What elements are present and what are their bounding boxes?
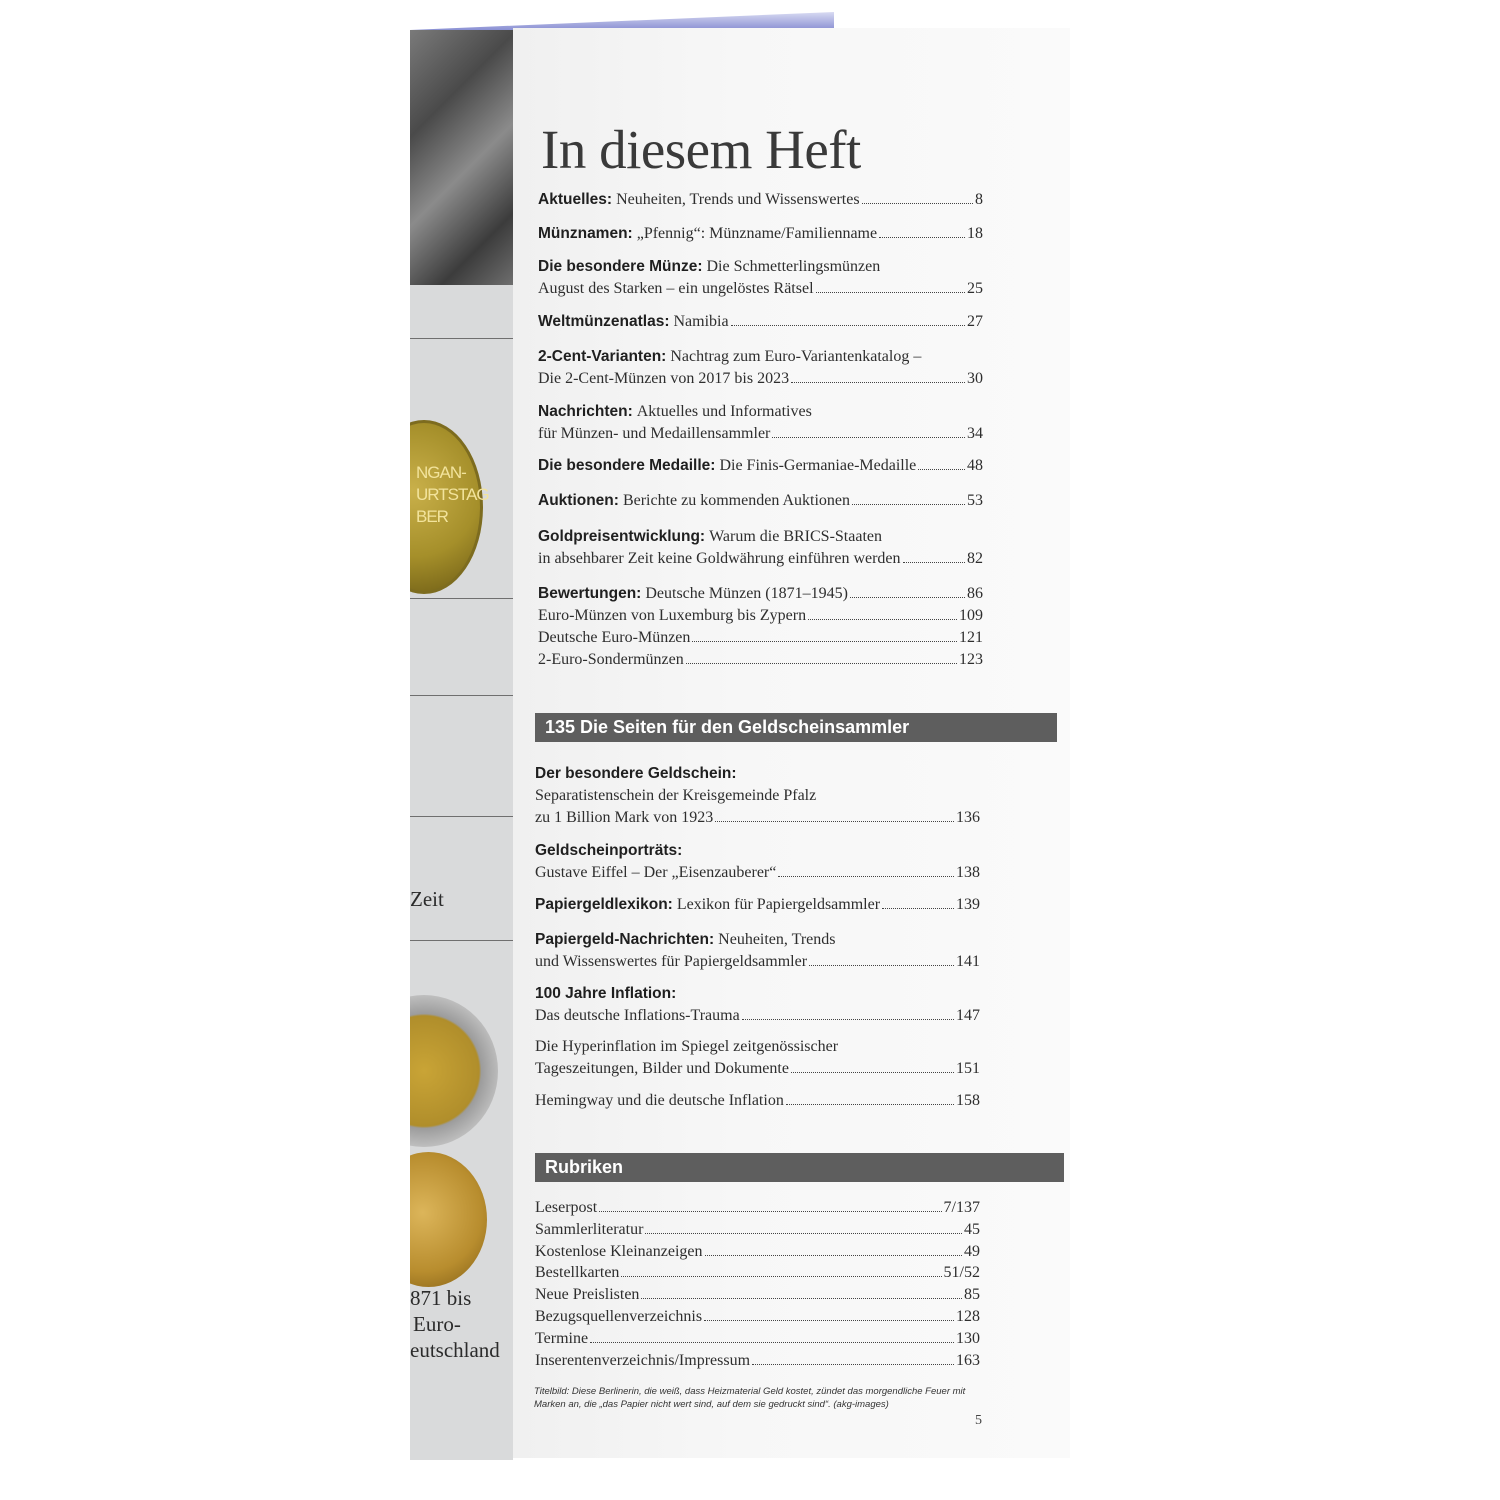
page-number-ref: 53 <box>967 492 983 509</box>
entry-label: Die besondere Münze: <box>538 258 703 275</box>
entry-label: Die besondere Medaille: <box>538 457 716 474</box>
entry-label: Weltmünzenatlas: <box>538 313 670 330</box>
entry-text: Bestellkarten <box>535 1264 620 1282</box>
entry-text: und Wissenswertes für Papiergeldsammler <box>535 953 808 970</box>
entry-label: Bewertungen: <box>538 585 642 602</box>
entry-text: Deutsche Münzen (1871–1945) <box>645 585 848 602</box>
entry-text: Die Schmetterlingsmünzen <box>706 258 881 275</box>
euro-coin-image <box>410 995 498 1147</box>
toc-entry <box>538 189 983 211</box>
toc-entry <box>535 840 980 884</box>
toc-entry <box>538 256 983 300</box>
page-number-ref: 25 <box>967 280 983 297</box>
entry-text: Kostenlose Kleinanzeigen <box>535 1242 703 1260</box>
section-heading-geldschein: 135 Die Seiten für den Geldscheinsammler <box>535 713 1057 742</box>
entry-text: Termine <box>535 1329 589 1347</box>
entry-text: Leserpost <box>535 1199 598 1216</box>
page-number-ref: 18 <box>967 225 983 242</box>
entry-text: Die Hyperinflation im Spiegel zeitgenössischer <box>535 1038 839 1055</box>
entry-label: Der besondere Geldschein: <box>535 765 737 782</box>
page-number-ref: 7/137 <box>943 1199 980 1216</box>
toc-entry <box>538 346 983 390</box>
entry-label: Aktuelles: <box>538 191 613 208</box>
page-number-ref: 130 <box>956 1329 980 1347</box>
entry-text: Die Finis-Germaniae-Medaille <box>719 457 917 474</box>
coin-text: BER <box>416 507 448 526</box>
rubrik-item <box>535 1350 980 1372</box>
left-divider <box>410 695 513 696</box>
page-title: In diesem Heft <box>541 119 861 180</box>
entry-text: Neuheiten, Trends und Wissenswertes <box>616 191 860 208</box>
entry-text: Namibia <box>673 313 729 330</box>
toc-entry <box>535 894 980 916</box>
toc-entry <box>538 490 983 512</box>
rubrik-item <box>535 1284 980 1306</box>
entry-label: 2-Cent-Varianten: <box>538 348 667 365</box>
section-heading-rubriken: Rubriken <box>535 1153 1064 1182</box>
left-divider <box>410 816 513 817</box>
rubriken-list <box>535 1197 980 1371</box>
coin-text: NGAN- <box>416 463 466 482</box>
entry-text: Lexikon für Papiergeldsammler <box>676 896 881 913</box>
left-divider <box>410 940 513 941</box>
entry-text: Gustave Eiffel – Der „Eisenzauberer“ <box>535 864 777 881</box>
page-number-ref: 51/52 <box>943 1264 980 1282</box>
page-number-ref: 138 <box>956 864 980 881</box>
left-text-snippet: 871 bis <box>410 1286 472 1310</box>
page-number-ref: 123 <box>959 651 983 668</box>
page-number-ref: 48 <box>967 457 983 474</box>
page-number-ref: 82 <box>967 550 983 567</box>
mark-coin-image <box>410 1152 487 1287</box>
page-number-ref: 86 <box>967 585 983 602</box>
toc-entry <box>538 526 983 570</box>
entry-text: „Pfennig“: Münzname/Familienname <box>636 225 878 242</box>
toc-entry <box>538 583 983 671</box>
entry-text: Tageszeitungen, Bilder und Dokumente <box>535 1060 789 1077</box>
entry-text: für Münzen- und Medaillensammler <box>538 425 771 442</box>
left-page-strip <box>410 30 513 1460</box>
entry-text: Euro-Münzen von Luxemburg bis Zypern <box>538 607 807 624</box>
toc-entry <box>538 401 983 445</box>
entry-text: Bezugsquellenverzeichnis <box>535 1307 703 1325</box>
page-number-ref: 27 <box>967 313 983 330</box>
page-number-ref: 109 <box>959 607 983 624</box>
page-number-ref: 45 <box>964 1220 980 1238</box>
entry-text: Hemingway und die deutsche Inflation <box>535 1092 784 1109</box>
page-number-ref: 136 <box>956 809 980 826</box>
page-number-ref: 163 <box>956 1351 980 1369</box>
left-divider <box>410 598 513 599</box>
page-number-ref: 147 <box>956 1007 980 1024</box>
toc-entry <box>535 929 980 973</box>
toc-entry <box>535 1036 980 1080</box>
page-number-ref: 8 <box>975 191 983 208</box>
rubrik-item <box>535 1328 980 1350</box>
entry-label: Papiergeldlexikon: <box>535 896 673 913</box>
entry-text: zu 1 Billion Mark von 1923 <box>535 809 714 826</box>
page-number-ref: 151 <box>956 1060 980 1077</box>
rubrik-item <box>535 1197 980 1219</box>
rubrik-item <box>535 1219 980 1241</box>
entry-text: 2-Euro-Sondermünzen <box>538 651 684 668</box>
entry-label: Papiergeld-Nachrichten: <box>535 931 715 948</box>
page-number-ref: 158 <box>956 1092 980 1109</box>
entry-text: Nachtrag zum Euro-Variantenkatalog – <box>670 348 922 365</box>
entry-text: Aktuelles und Informatives <box>636 403 812 420</box>
entry-text: Warum die BRICS-Staaten <box>709 528 882 545</box>
entry-label: Auktionen: <box>538 492 619 509</box>
rubrik-item <box>535 1262 980 1284</box>
rubrik-item <box>535 1241 980 1263</box>
page-number-ref: 30 <box>967 370 983 387</box>
page-number-ref: 139 <box>956 896 980 913</box>
toc-entry <box>538 311 983 333</box>
entry-text: Neue Preislisten <box>535 1286 640 1304</box>
page-number-ref: 49 <box>964 1242 980 1260</box>
left-text-snippet: eutschland <box>410 1338 500 1362</box>
toc-entry <box>535 1090 980 1112</box>
toc-entry <box>538 223 983 245</box>
entry-text: August des Starken – ein ungelöstes Rätsel <box>538 280 814 297</box>
cover-caption: Titelbild: Diese Berlinerin, die weiß, dass Heizmaterial Geld kostet, zündet das morgendliche Feuer mit Marken an, die „das Papier nicht wert sind, auf dem sie gedruckt sind“. (akg-images) <box>534 1386 966 1410</box>
entry-text: in absehbarer Zeit keine Goldwährung einführen werden <box>538 550 901 567</box>
toc-entry <box>535 983 980 1027</box>
page-number-ref: 128 <box>956 1307 980 1325</box>
page-number: 5 <box>975 1413 982 1428</box>
entry-text: Das deutsche Inflations-Trauma <box>535 1007 740 1024</box>
medal-image <box>410 420 489 594</box>
page-number-ref: 85 <box>964 1286 980 1304</box>
entry-text: Berichte zu kommenden Auktionen <box>622 492 850 509</box>
left-divider <box>410 338 513 339</box>
entry-label: Geldscheinporträts: <box>535 842 683 859</box>
left-page-photo <box>410 30 513 285</box>
entry-label: 100 Jahre Inflation: <box>535 985 677 1002</box>
left-text-snippet: Euro- <box>413 1312 461 1336</box>
page-number-ref: 141 <box>956 953 980 970</box>
toc-entry <box>538 455 983 477</box>
entry-label: Nachrichten: <box>538 403 633 420</box>
entry-text: Sammlerliteratur <box>535 1220 644 1238</box>
entry-text: Neuheiten, Trends <box>718 931 836 948</box>
entry-label: Goldpreisentwicklung: <box>538 528 706 545</box>
rubrik-item <box>535 1306 980 1328</box>
page-number-ref: 121 <box>959 629 983 646</box>
entry-text: Deutsche Euro-Münzen <box>538 629 691 646</box>
coin-text: URTSTAG <box>416 485 489 504</box>
toc-entry <box>535 763 980 829</box>
entry-label: Münznamen: <box>538 225 633 242</box>
page-number-ref: 34 <box>967 425 983 442</box>
left-text-snippet: Zeit <box>410 887 444 911</box>
entry-text: Inserentenverzeichnis/Impressum <box>535 1351 751 1369</box>
entry-text: Separatistenschein der Kreisgemeinde Pfalz <box>535 787 817 804</box>
top-colored-band <box>410 0 834 30</box>
entry-text: Die 2-Cent-Münzen von 2017 bis 2023 <box>538 370 790 387</box>
